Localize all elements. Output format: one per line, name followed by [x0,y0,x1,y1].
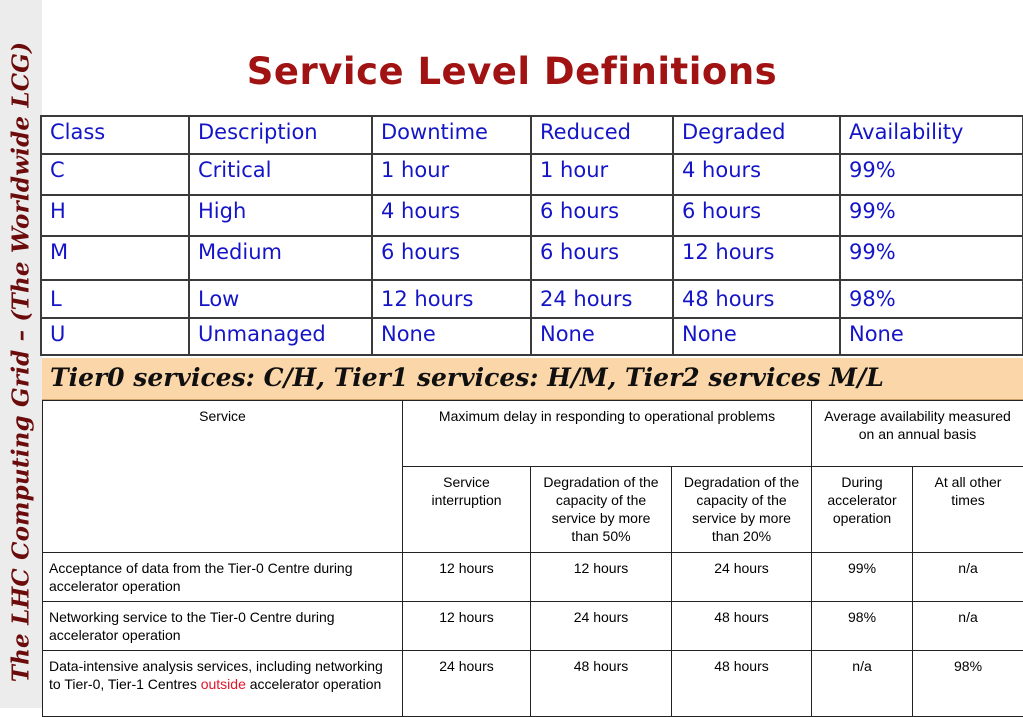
header-cell: Description [189,116,372,154]
table-cell: 48 hours [672,651,812,717]
table-cell: 98% [812,602,913,651]
highlight-text: outside [201,676,246,692]
table-cell: 99% [812,553,913,602]
table-cell: None [372,318,531,355]
service-commitment-table [42,400,1023,717]
table-cell: None [673,318,840,355]
table-cell: 98% [840,280,1023,318]
table-row [43,651,1023,717]
table-cell: None [840,318,1023,355]
table-row [41,280,1023,318]
subheader-other: At all other times [913,467,1023,553]
table-cell: 1 hour [531,154,673,195]
table-row [41,195,1023,236]
table-cell: 48 hours [673,280,840,318]
header-service: Service [43,401,403,553]
header-availability: Average availability measured on an annual basis [812,401,1023,467]
table-cell: 24 hours [672,553,812,602]
table-cell: 6 hours [372,236,531,280]
table-row [43,602,1023,651]
table-cell: n/a [812,651,913,717]
subheader-degrade50: Degradation of the capacity of the service by more than 50% [531,467,672,553]
table-cell: 1 hour [372,154,531,195]
table-cell: 12 hours [372,280,531,318]
service-cell: Acceptance of data from the Tier-0 Centre during accelerator operation [43,553,403,602]
table-row [41,318,1023,355]
table-cell: 99% [840,154,1023,195]
subheader-during: During accelerator operation [812,467,913,553]
page-title: Service Level Definitions [42,50,982,93]
table-cell: U [41,318,189,355]
table-cell: Unmanaged [189,318,372,355]
table-cell: 12 hours [531,553,672,602]
service-cell [43,651,403,717]
table-cell: Low [189,280,372,318]
table-header-row [41,116,1023,154]
table-cell: 12 hours [673,236,840,280]
header-cell: Reduced [531,116,673,154]
service-class-table [40,115,1023,356]
header-cell: Class [41,116,189,154]
sidebar [0,0,42,708]
table-cell: L [41,280,189,318]
table-cell: 98% [913,651,1023,717]
table-cell: Medium [189,236,372,280]
table-header-row [43,401,1023,467]
table-cell: C [41,154,189,195]
table-cell: H [41,195,189,236]
table-cell: 6 hours [531,195,673,236]
table-cell: n/a [913,602,1023,651]
subheader-degrade20: Degradation of the capacity of the service by more than 20% [672,467,812,553]
tier-note-band [42,358,1023,400]
table-row [41,236,1023,280]
table-cell: 4 hours [372,195,531,236]
table-cell: None [531,318,673,355]
header-cell: Degraded [673,116,840,154]
service-text: accelerator operation [246,676,381,692]
table-cell: 12 hours [403,602,531,651]
table-cell: High [189,195,372,236]
table-row [43,553,1023,602]
service-text: Data-intensive analysis services, including networking to Tier-0, Tier-1 Centres [49,658,383,692]
table-row [41,154,1023,195]
subheader-interruption: Service interruption [403,467,531,553]
table-cell: 6 hours [673,195,840,236]
table-cell: Critical [189,154,372,195]
table-cell: 99% [840,195,1023,236]
tier-note: Tier0 services: C/H, Tier1 services: H/M, Tier2 services M/L [50,363,884,392]
table-cell: 24 hours [531,280,673,318]
table-cell: n/a [913,553,1023,602]
table-cell: 4 hours [673,154,840,195]
service-cell: Networking service to the Tier-0 Centre during accelerator operation [43,602,403,651]
header-delay: Maximum delay in responding to operational problems [403,401,812,467]
sidebar-title: The LHC Computing Grid – (The Worldwide LCG) [8,42,35,682]
table-cell: M [41,236,189,280]
table-cell: 48 hours [672,602,812,651]
table-cell: 99% [840,236,1023,280]
table-cell: 48 hours [531,651,672,717]
table-cell: 6 hours [531,236,673,280]
header-cell: Availability [840,116,1023,154]
table-cell: 24 hours [531,602,672,651]
header-cell: Downtime [372,116,531,154]
table-cell: 24 hours [403,651,531,717]
table-cell: 12 hours [403,553,531,602]
